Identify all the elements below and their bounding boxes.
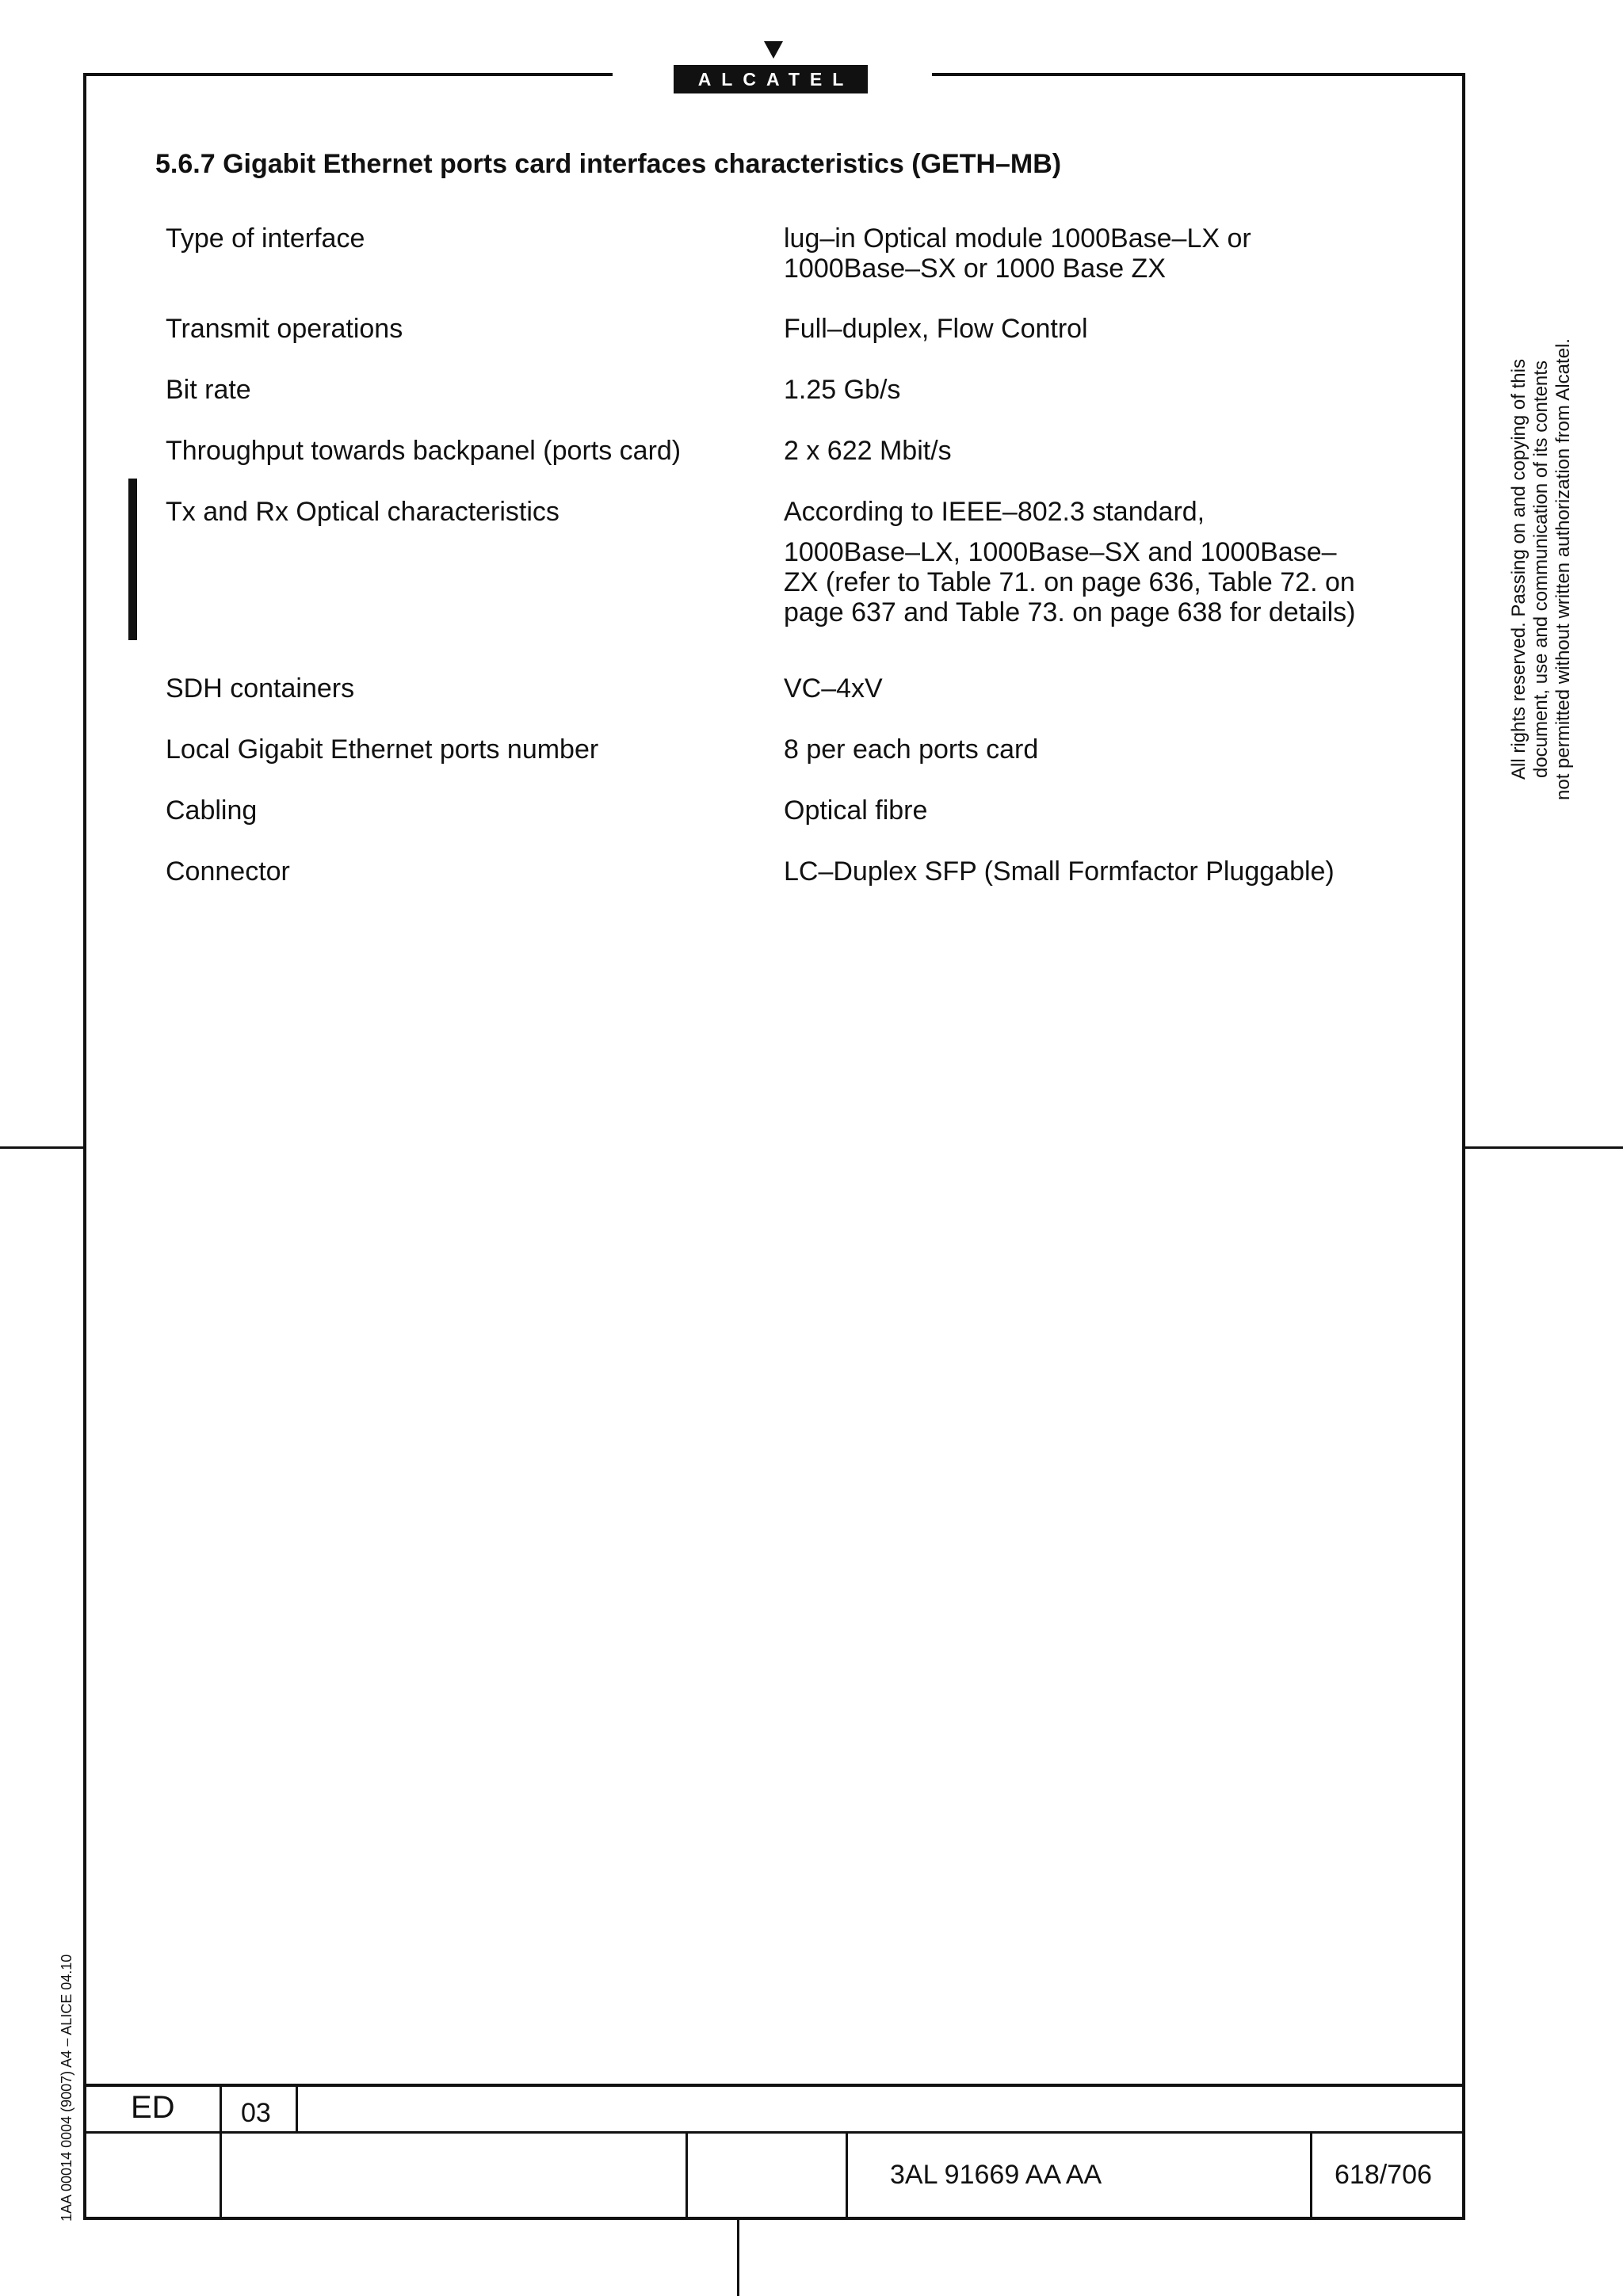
alcatel-logo bbox=[674, 65, 868, 93]
fold-mark-bottom bbox=[737, 2220, 739, 2296]
copyright-line: document, use and communication of its contents bbox=[1530, 360, 1552, 779]
value-line: ZX (refer to Table 71. on page 636, Table 72. on bbox=[784, 567, 1355, 597]
edition-label: ED bbox=[131, 2090, 175, 2125]
value-line: page 637 and Table 73. on page 638 for details) bbox=[784, 597, 1356, 627]
row-label-bit-rate: Bit rate bbox=[166, 375, 251, 405]
row-label-sdh-containers: SDH containers bbox=[166, 673, 355, 704]
row-value-ports-number bbox=[784, 734, 1426, 765]
value-line: LC–Duplex SFP (Small Formfactor Pluggable) bbox=[784, 856, 1335, 887]
revision-change-bar bbox=[128, 479, 137, 640]
row-label-connector: Connector bbox=[166, 856, 290, 887]
frame-top-right-line bbox=[932, 73, 1465, 76]
copyright-notice bbox=[1508, 338, 1575, 800]
page-number: 618/706 bbox=[1335, 2160, 1432, 2190]
row-label-type-of-interface: Type of interface bbox=[166, 223, 365, 254]
row-label-cabling: Cabling bbox=[166, 795, 258, 826]
fold-mark-right bbox=[1465, 1146, 1623, 1149]
section-title: 5.6.7 Gigabit Ethernet ports card interfaces characteristics (GETH–MB) bbox=[155, 149, 1062, 179]
row-value-connector bbox=[784, 856, 1426, 887]
copyright-line: not permitted without written authorization from Alcatel. bbox=[1552, 338, 1574, 800]
value-line: lug–in Optical module 1000Base–LX or bbox=[784, 223, 1251, 254]
document-code: 3AL 91669 AA AA bbox=[890, 2160, 1102, 2190]
frame-top-left-line bbox=[83, 73, 613, 76]
row-value-throughput bbox=[784, 436, 1426, 466]
row-value-bit-rate bbox=[784, 375, 1426, 405]
edition-number: 03 bbox=[241, 2098, 271, 2128]
row-label-transmit-operations: Transmit operations bbox=[166, 314, 403, 344]
value-line: 1000Base–LX, 1000Base–SX and 1000Base– bbox=[784, 537, 1337, 567]
row-value-transmit-operations bbox=[784, 314, 1426, 344]
footer-middle-line bbox=[83, 2131, 1465, 2134]
row-value-type-of-interface bbox=[784, 223, 1426, 284]
value-line: Optical fibre bbox=[784, 795, 928, 826]
fold-mark-left bbox=[0, 1146, 83, 1149]
footer-divider bbox=[846, 2131, 848, 2220]
value-line: 1000Base–SX or 1000 Base ZX bbox=[784, 254, 1166, 284]
value-line: 1.25 Gb/s bbox=[784, 375, 901, 405]
value-line: 8 per each ports card bbox=[784, 734, 1039, 765]
footer-divider bbox=[685, 2131, 688, 2220]
footer-divider bbox=[220, 2084, 222, 2220]
footer-divider bbox=[296, 2084, 298, 2131]
row-value-optical-characteristics bbox=[784, 497, 1426, 627]
logo-text: ALCATEL bbox=[697, 68, 854, 90]
row-label-optical-characteristics: Tx and Rx Optical characteristics bbox=[166, 497, 559, 527]
row-label-ports-number: Local Gigabit Ethernet ports number bbox=[166, 734, 599, 765]
frame-bottom-line bbox=[83, 2217, 1465, 2220]
value-line: Full–duplex, Flow Control bbox=[784, 314, 1088, 344]
row-value-sdh-containers bbox=[784, 673, 1426, 704]
logo-triangle-icon bbox=[764, 41, 783, 59]
row-label-throughput: Throughput towards backpanel (ports card) bbox=[166, 436, 682, 466]
copyright-line: All rights reserved. Passing on and copying of this bbox=[1508, 359, 1529, 780]
footer-top-line bbox=[83, 2084, 1465, 2087]
frame-left-line bbox=[83, 73, 86, 2220]
form-reference: 1AA 00014 0004 (9007) A4 – ALICE 04.10 bbox=[59, 1954, 74, 2222]
value-line: VC–4xV bbox=[784, 673, 883, 704]
row-value-cabling bbox=[784, 795, 1426, 826]
value-line: 2 x 622 Mbit/s bbox=[784, 436, 952, 466]
value-line: According to IEEE–802.3 standard, bbox=[784, 497, 1205, 527]
footer-divider bbox=[1310, 2131, 1312, 2220]
